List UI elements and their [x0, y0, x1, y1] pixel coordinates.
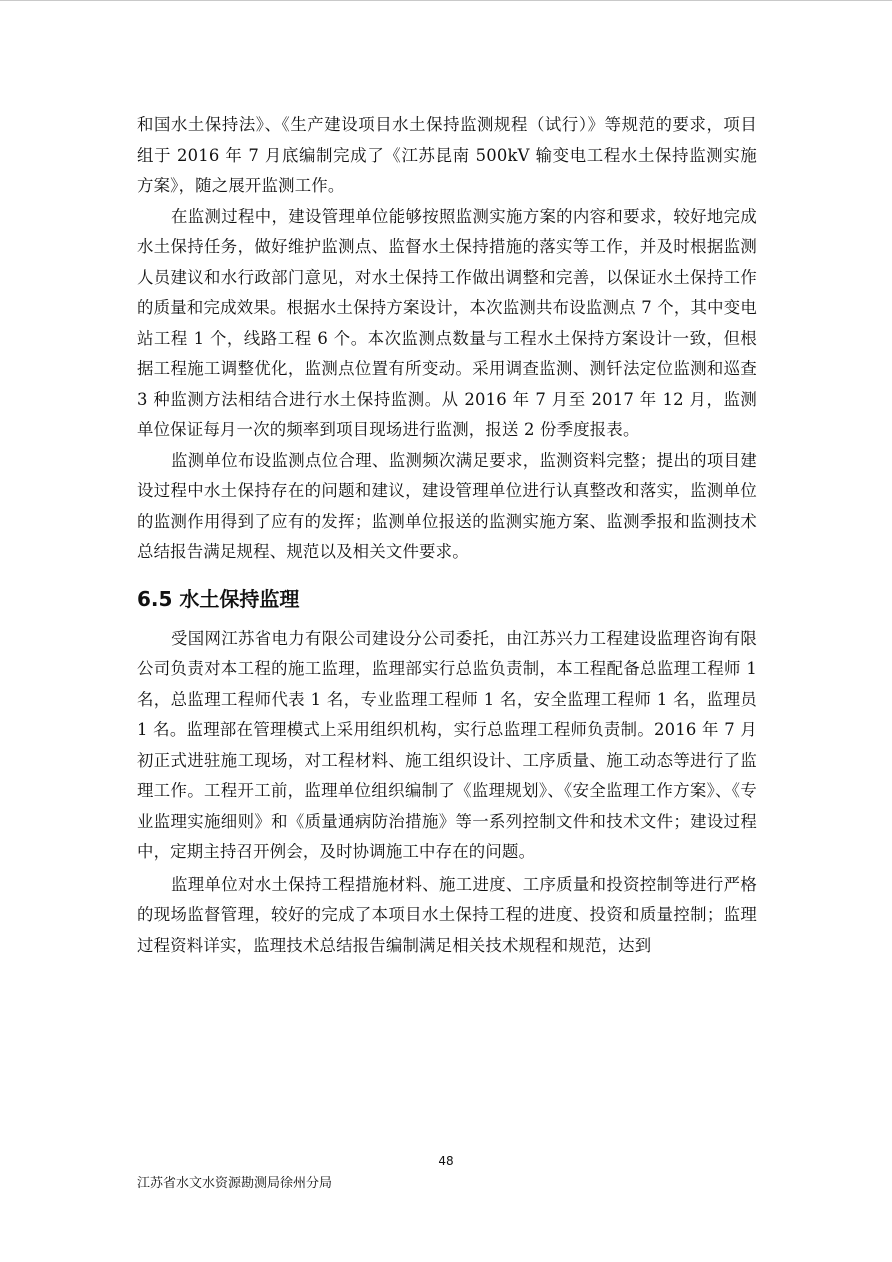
page-body [137, 110, 757, 961]
paragraph-monitoring-evaluation: 监测单位布设监测点位合理、监测频次满足要求，监测资料完整；提出的项目建设过程中水土保持存在的问题和建议，建设管理单位进行认真整改和落实，监测单位的监测作用得到了应有的发挥；监测单位报送的监测实施方案、监测季报和监测技术总结报告满足规程、规范以及相关文件要求。 [137, 450, 757, 561]
paragraph-monitoring-process: 在监测过程中，建设管理单位能够按照监测实施方案的内容和要求，较好地完成水土保持任务，做好维护监测点、监督水土保持措施的落实等工作，并及时根据监测人员建议和水行政部门意见，对水土保持工作做出调整和完善，以保证水土保持工作的质量和完成效果。根据水土保持方案设计，本次监测共布设监测点 7 个，其中变电站工程 1 个，线路工程 6 个。本次监测点数量与工程水土保持方案设计一致，但根据工程施工调整优化，监测点位置有所变动。采用调查监测、测钎法定位监测和巡查 3 种监测方法相结合进行水土保持监测。从 2016 年 7 月至 2017 年 12 月，监测单位保证每月一次的频率到项目现场进行监测，报送 2 份季度报表。 [137, 206, 757, 439]
page-number: 48 [438, 1154, 454, 1168]
top-border-line [0, 0, 892, 1]
paragraph-supervision-management: 监理单位对水土保持工程措施材料、施工进度、工序质量和投资控制等进行严格的现场监督管理，较好的完成了本项目水土保持工程的进度、投资和质量控制；监理过程资料详实，监理技术总结报告编制满足相关技术规程和规范，达到 [137, 874, 757, 955]
paragraph-continuation: 和国水土保持法》、《生产建设项目水土保持监测规程（试行）》等规范的要求，项目组于 2016 年 7 月底编制完成了《江苏昆南 500kV 输变电工程水土保持监测实施方案》，随之展开监测工作。 [137, 115, 757, 195]
section-heading: 6.5 水土保持监理 [137, 586, 300, 611]
paragraph-supervision-intro: 受国网江苏省电力有限公司建设分公司委托，由江苏兴力工程建设监理咨询有限公司负责对本工程的施工监理，监理部实行总监负责制，本工程配备总监理工程师 1 名，总监理工程师代表 1 名，专业监理工程师 1 名，安全监理工程师 1 名，监理员 1 名。监理部在管理模式上采用组织机构，实行总监理工程师负责制。2016 年 7 月初正式进驻施工现场，对工程材料、施工组织设计、工序质量、施工动态等进行了监理工作。工程开工前，监理单位组织编制了《监理规划》、《安全监理工作方案》、《专业监理实施细则》和《质量通病防治措施》等一系列控制文件和技术文件；建设过程中，定期主持召开例会，及时协调施工中存在的问题。 [137, 628, 757, 861]
footer-organization: 江苏省水文水资源勘测局徐州分局 [137, 1176, 333, 1191]
